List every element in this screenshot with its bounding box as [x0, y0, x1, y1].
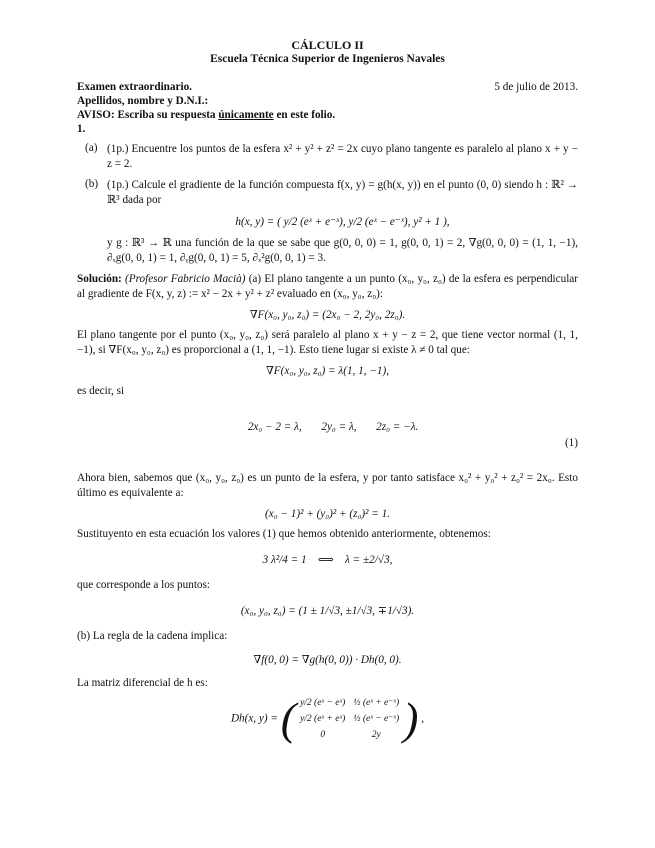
eq-system-body: 2x₀ − 2 = λ, 2y₀ = λ, 2z₀ = −λ. [247, 421, 419, 433]
matrix-cell: 2y [371, 730, 381, 740]
eq-jacobian [77, 695, 578, 743]
left-paren: ( [280, 693, 297, 744]
problem-number: 1. [77, 123, 86, 135]
exam-type: Examen extraordinario. [77, 81, 192, 93]
matrix-cell: ½ (eˣ + e⁻ˣ) [353, 698, 400, 708]
solution-label: Solución: [77, 273, 122, 285]
matrix-row [296, 711, 403, 727]
school-name: Escuela Técnica Superior de Ingenieros Navales [210, 53, 445, 65]
matrix-cell: 0 [320, 730, 326, 740]
h-rhs: ( y/2 (eˣ + e⁻ˣ), y/2 (eˣ − e⁻ˣ), y² + 1 ), [277, 216, 450, 228]
notice [77, 108, 578, 122]
page-title: CÁLCULO II [291, 38, 364, 52]
solution-p2: El plano tangente por el punto (x₀, y₀, z₀) será paralelo al plano x + y − z = 2, que tiene vector normal (1, 1, −1), si ∇F(x₀, y₀, z₀) es proporcional a (1, 1, −1). Esto tiene lugar si existe λ ≠ 0 tal que: [77, 329, 578, 356]
eq-gradient-F: ∇F(x₀, y₀, z₀) = (2x₀ − 2, 2y₀, 2z₀). [249, 309, 406, 321]
exam-page [77, 38, 578, 747]
eq-lambda: 3 λ²/4 = 1 ⟺ λ = ±2/√3, [262, 554, 393, 566]
solution-p4: Ahora bien, sabemos que (x₀, y₀, z₀) es un punto de la esfera, y por tanto satisface x₀² + y₀² + z₀² = 2x₀. Esto último es equivalente a: [77, 472, 578, 499]
matrix-row [296, 727, 403, 743]
matrix-cell: y/2 (eˣ − eˣ) [300, 698, 346, 708]
right-paren: ) [403, 693, 419, 744]
matrix-cell: y/2 (eˣ + eˣ) [300, 714, 346, 724]
jacobian-matrix [281, 695, 419, 743]
notice-suffix: en este folio. [276, 109, 336, 121]
matrix-cell: ½ (eˣ − e⁻ˣ) [353, 714, 400, 724]
solution-text-1: (a) El plano tangente a un punto (x₀, y₀, z₀) de la esfera es perpendicular al gradiente de F(x, y, z) := x² − 2x + y² + z² evaluado en (x₀, y₀, z₀): [77, 273, 578, 300]
solution-p6: que corresponde a los puntos: [77, 579, 210, 591]
student-line: Apellidos, nombre y D.N.I.: [77, 95, 209, 107]
g-conditions: y g : ℝ³ → ℝ una función de la que se sabe que g(0, 0, 0) = 1, g(0, 0, 1) = 2, ∇g(0, 0, 0) = (1, 1, −1), ∂ₓg(0, 0, 1) = 1, ∂ᵧg(0, 0, 1) = 5, ∂ₓ²g(0, 0, 1) = 3. [107, 237, 578, 264]
matrix-table [296, 695, 403, 743]
notice-emph: únicamente [218, 109, 274, 121]
solution-p7: (b) La regla de la cadena implica: [77, 630, 228, 642]
h-lhs: h(x, y) = [235, 216, 275, 228]
eq-points: (x₀, y₀, z₀) = (1 ± 1/√3, ±1/√3, ∓1/√3). [240, 605, 415, 617]
eq-sphere: (x₀ − 1)² + (y₀)² + (z₀)² = 1. [265, 508, 390, 520]
exam-date: 5 de julio de 2013. [494, 81, 578, 93]
solution-p8: La matriz diferencial de h es: [77, 677, 208, 689]
eq-proportional: ∇F(x₀, y₀, z₀) = λ(1, 1, −1), [266, 365, 389, 377]
part-a-label: (a) [85, 142, 98, 154]
notice-prefix: AVISO: Escriba su respuesta [77, 109, 216, 121]
eq-chain-rule: ∇f(0, 0) = ∇g(h(0, 0)) · Dh(0, 0). [253, 654, 402, 666]
part-a-text: (1p.) Encuentre los puntos de la esfera x² + y² + z² = 2x cuyo plano tangente es paralelo al plano x + y − z = 2. [107, 143, 578, 170]
solution-p3: es decir, si [77, 385, 125, 397]
eq-system [77, 403, 578, 467]
part-a [85, 142, 578, 172]
solution-p5: Sustituyento en esta ecuación los valores (1) que hemos obtenido anteriormente, obtenemos: [77, 528, 491, 540]
h-definition [107, 214, 578, 230]
part-b [85, 178, 578, 266]
part-b-label: (b) [85, 178, 99, 190]
solution-author: (Profesor Fabricio Macià) [125, 273, 246, 285]
jacobian-lhs: Dh(x, y) = [230, 712, 278, 725]
matrix-row [296, 695, 403, 711]
eq-number: (1) [564, 437, 578, 449]
jacobian-tail: , [421, 712, 425, 725]
part-b-text: (1p.) Calcule el gradiente de la función compuesta f(x, y) = g(h(x, y)) en el punto (0, 0) siendo h : ℝ² → ℝ³ dada por [107, 179, 578, 206]
solution-p1 [77, 272, 578, 302]
